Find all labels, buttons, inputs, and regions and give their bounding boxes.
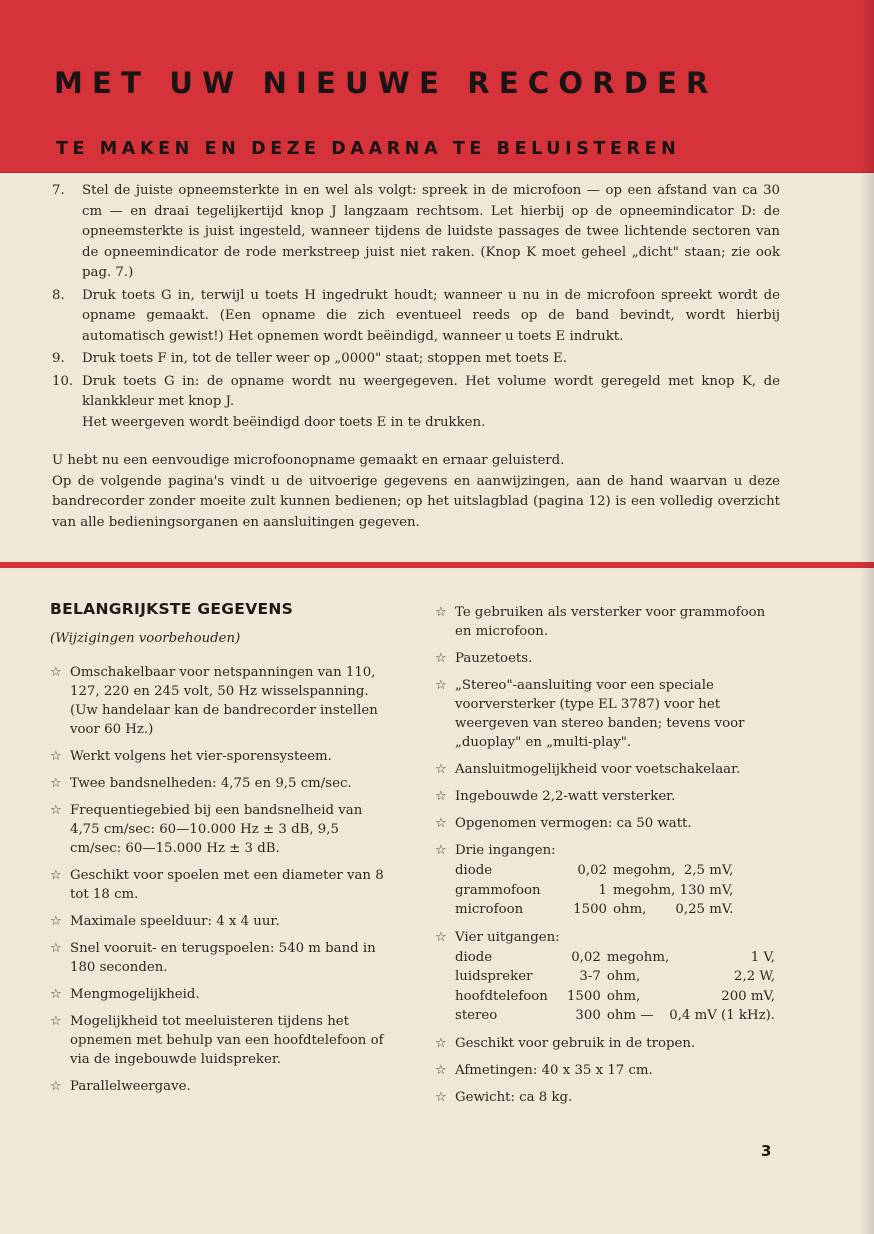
- page-subtitle: TE MAKEN EN DEZE DAARNA TE BELUISTEREN: [56, 139, 681, 159]
- inputs-table: [455, 861, 733, 920]
- star-icon: ☆: [50, 803, 62, 818]
- intro-paragraph: [52, 451, 780, 533]
- star-icon: ☆: [435, 1062, 447, 1078]
- list-item: ☆ Omschakelbaar voor netspanningen van 110, 127, 220 en 245 volt, 50 Hz wisselspanning. (Uw handelaar kan de bandrecorder instellen voor 60 Hz.): [50, 665, 378, 737]
- star-icon: ☆: [50, 914, 62, 929]
- step-text: Druk toets F in, tot de teller weer op „0000" staat; stoppen met toets E.: [82, 351, 567, 366]
- intro-line-1: U hebt nu een eenvoudige microfoonopname gemaakt en ernaar geluisterd.: [52, 453, 565, 468]
- star-icon: ☆: [50, 868, 62, 883]
- inputs-label: Drie ingangen:: [455, 843, 556, 858]
- table-row: diode 0,02 megohm, 1 V,: [455, 949, 775, 965]
- step-number: 8.: [52, 287, 65, 303]
- red-divider: [0, 562, 874, 568]
- step-text: Druk toets G in: de opname wordt nu weergegeven. Het volume wordt geregeld met knop K, de klankkleur met knop J.: [82, 373, 780, 409]
- intro-line-2: Op de volgende pagina's vindt u de uitvoerige gegevens en aanwijzingen, aan de hand waarvan u deze bandrecorder zonder moeite zult kunnen bedienen; op het uitslagblad (pagina 12) is een volledig overzicht van alle bedieningsorganen en aansluitingen gegeven.: [52, 473, 780, 530]
- outputs-item: [435, 928, 775, 1026]
- page-title: MET UW NIEUWE RECORDER: [54, 66, 718, 100]
- step-number: 10.: [52, 373, 74, 389]
- star-icon: ☆: [50, 1079, 62, 1094]
- specs-right-column: [435, 603, 775, 1115]
- step-8: [52, 286, 780, 348]
- specs-list-right: [435, 603, 775, 1107]
- page-fold-shadow: [860, 0, 874, 1234]
- table-row: stereo 300 ohm — 0,4 mV (1 kHz).: [455, 1008, 775, 1023]
- step-text-block: [82, 372, 780, 434]
- list-item: ☆ Maximale speelduur: 4 x 4 uur.: [50, 914, 280, 929]
- list-item: ☆ Parallelweergave.: [50, 1079, 191, 1094]
- step-7: [52, 181, 780, 284]
- outputs-table: [455, 948, 775, 1026]
- step-text: Stel de juiste opneemsterkte in en wel als volgt: spreek in de microfoon — op een afstand van ca 30 cm — en draai tegelijkertijd knop J langzaam rechtsom. Let hierbij op de opneemindicator D: de opneemsterkte is juist ingesteld, wanneer tijdens de luidste passages de twee lichtende sectoren van de opneemindicator de rode merkstreep juist niet raken. (Knop K moet geheel „dicht" staan; zie ook pag. 7.): [82, 183, 780, 280]
- list-item: ☆ „Stereo"-aansluiting voor een speciale voorversterker (type EL 3787) voor het weergeven van stereo banden; tevens voor „duoplay" en „multi-play".: [435, 678, 745, 750]
- step-extra-text: Het weergeven wordt beëindigd door toets E in te drukken.: [82, 414, 486, 430]
- star-icon: ☆: [435, 678, 447, 693]
- table-row: diode 0,02 megohm, 2,5 mV,: [455, 863, 734, 878]
- list-item: ☆ Aansluitmogelijkheid voor voetschakelaar.: [435, 762, 741, 777]
- star-icon: ☆: [435, 1035, 447, 1051]
- list-item: ☆ Geschikt voor gebruik in de tropen.: [435, 1035, 696, 1051]
- star-icon: ☆: [50, 941, 62, 956]
- star-icon: ☆: [435, 789, 447, 804]
- list-item: ☆ Frequentiegebied bij een bandsnelheid van 4,75 cm/sec: 60—10.000 Hz ± 3 dB, 9,5 cm/sec: 60—15.000 Hz ± 3 dB.: [50, 803, 363, 856]
- table-row: grammofoon 1 megohm, 130 mV,: [455, 882, 734, 898]
- list-item: ☆ Pauzetoets.: [435, 651, 533, 666]
- specs-left-column: [50, 600, 390, 1104]
- step-10: [52, 372, 780, 434]
- table-row: luidspreker 3-7 ohm, 2,2 W,: [455, 969, 775, 984]
- table-row: microfoon 1500 ohm, 0,25 mV.: [455, 902, 734, 917]
- star-icon: ☆: [435, 1089, 447, 1105]
- list-item: ☆ Geschikt voor spoelen met een diameter van 8 tot 18 cm.: [50, 868, 384, 902]
- header-banner: [0, 0, 874, 173]
- step-9: [52, 349, 780, 370]
- list-item: ☆ Ingebouwde 2,2-watt versterker.: [435, 789, 676, 804]
- step-text: Druk toets G in, terwijl u toets H ingedrukt houdt; wanneer u nu in de microfoon spreekt wordt de opname gemaakt. (Een opname die zich eventueel reeds op de band bevindt, wordt hierbij automatisch gewist!) Het opnemen wordt beëindigd, wanneer u toets E indrukt.: [82, 287, 780, 344]
- star-icon: ☆: [435, 843, 447, 858]
- list-item: ☆ Opgenomen vermogen: ca 50 watt.: [435, 816, 692, 831]
- specs-list-left: [50, 663, 390, 1096]
- list-item: ☆ Mengmogelijkheid.: [50, 987, 200, 1002]
- star-icon: ☆: [435, 651, 447, 666]
- inputs-item: [435, 841, 775, 920]
- step-number: 7.: [52, 183, 65, 198]
- star-icon: ☆: [50, 1014, 62, 1029]
- star-icon: ☆: [435, 816, 447, 831]
- specs-subtitle: (Wijzigingen voorbehouden): [50, 631, 241, 646]
- instruction-steps: [52, 181, 780, 435]
- list-item: ☆ Werkt volgens het vier-sporensysteem.: [50, 749, 332, 764]
- table-row: hoofdtelefoon 1500 ohm, 200 mV,: [455, 988, 775, 1004]
- star-icon: ☆: [50, 665, 62, 680]
- list-item: ☆ Afmetingen: 40 x 35 x 17 cm.: [435, 1062, 653, 1078]
- specs-title: BELANGRIJKSTE GEGEVENS: [50, 600, 294, 618]
- star-icon: ☆: [50, 776, 62, 791]
- star-icon: ☆: [50, 987, 62, 1002]
- star-icon: ☆: [50, 749, 62, 764]
- outputs-label: Vier uitgangen:: [455, 929, 560, 945]
- page-number: 3: [761, 1142, 772, 1160]
- list-item: ☆ Gewicht: ca 8 kg.: [435, 1089, 573, 1105]
- star-icon: ☆: [435, 605, 447, 620]
- list-item: ☆ Mogelijkheid tot meeluisteren tijdens het opnemen met behulp van een hoofdtelefoon of via de ingebouwde luidspreker.: [50, 1014, 384, 1067]
- star-icon: ☆: [435, 762, 447, 777]
- list-item: ☆ Snel vooruit- en terugspoelen: 540 m band in 180 seconden.: [50, 941, 376, 975]
- list-item: ☆ Twee bandsnelheden: 4,75 en 9,5 cm/sec.: [50, 776, 352, 791]
- list-item: ☆ Te gebruiken als versterker voor grammofoon en microfoon.: [435, 605, 766, 639]
- step-number: 9.: [52, 351, 65, 366]
- star-icon: ☆: [435, 929, 447, 945]
